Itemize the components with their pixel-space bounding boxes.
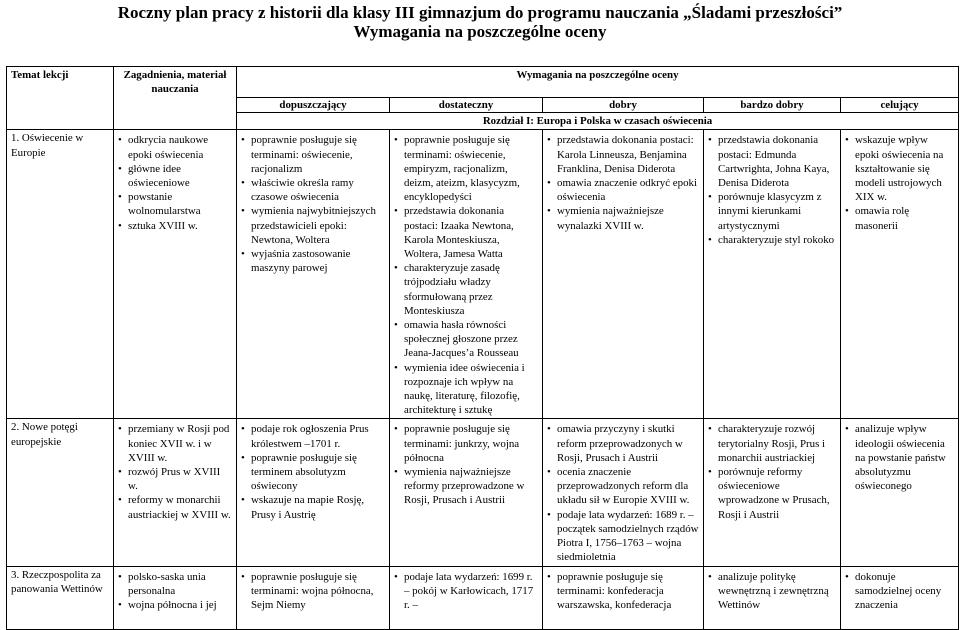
table-row xyxy=(7,419,959,566)
issues-cell xyxy=(114,566,237,629)
list-item: • poprawnie posługuje się terminem absolutyzm oświecony xyxy=(241,451,385,494)
requirement-list xyxy=(241,422,385,521)
table-row xyxy=(7,130,959,419)
list-item: • wskazuje na mapie Rosję, Prusy i Austrię xyxy=(241,493,385,521)
list-item: • wymienia najważniejsze wynalazki XVIII w. xyxy=(547,204,699,232)
list-item: • przemiany w Rosji pod koniec XVII w. i w XVIII w. xyxy=(118,422,232,465)
list-item: • odkrycia naukowe epoki oświecenia xyxy=(118,133,232,161)
requirement-cell-level-5 xyxy=(841,566,959,629)
header-topic: Temat lekcji xyxy=(7,67,114,130)
table-row xyxy=(7,566,959,629)
requirement-cell-level-1 xyxy=(237,566,390,629)
topic-cell: 2. Nowe potęgi europejskie xyxy=(7,419,114,566)
requirement-list xyxy=(547,422,699,564)
list-item: • wskazuje wpływ epoki oświecenia na kształtowanie się modeli ustrojowych XIX w. xyxy=(845,133,954,204)
requirement-cell-level-4 xyxy=(704,566,841,629)
requirement-cell-level-2 xyxy=(390,419,543,566)
list-item: • poprawnie posługuje się terminami: konfederacja warszawska, konfederacja xyxy=(547,570,699,613)
issues-list xyxy=(118,133,232,232)
requirement-list xyxy=(708,570,836,613)
requirement-list xyxy=(708,422,836,521)
level-3: dobry xyxy=(543,98,704,113)
list-item: • dokonuje samodzielnej oceny znaczenia xyxy=(845,570,954,613)
list-item: • charakteryzuje zasadę trójpodziału władzy sformułowaną przez Monteskiusza xyxy=(394,261,538,318)
topic-cell: 1. Oświecenie w Europie xyxy=(7,130,114,419)
requirement-list xyxy=(845,570,954,613)
list-item: • przedstawia dokonania postaci: Karola Linneusza, Benjamina Franklina, Denisa Diderota xyxy=(547,133,699,176)
list-item: • właściwie określa ramy czasowe oświecenia xyxy=(241,176,385,204)
requirement-cell-level-3 xyxy=(543,566,704,629)
issues-cell xyxy=(114,130,237,419)
list-item: • podaje lata wydarzeń: 1689 r. – początek samodzielnych rządów Piotra I, 1756–1763 – wojna siedmioletnia xyxy=(547,508,699,565)
list-item: • ocenia znaczenie przeprowadzonych reform dla układu sił w Europie XVIII w. xyxy=(547,465,699,508)
list-item: • wymienia najważniejsze reformy przeprowadzone w Rosji, Prusach i Austrii xyxy=(394,465,538,508)
list-item: • powstanie wolnomularstwa xyxy=(118,190,232,218)
requirement-cell-level-5 xyxy=(841,130,959,419)
level-5: celujący xyxy=(841,98,959,113)
list-item: • porównuje klasycyzm z innymi kierunkami artystycznymi xyxy=(708,190,836,233)
list-item: • podaje rok ogłoszenia Prus królestwem –1701 r. xyxy=(241,422,385,450)
table-body xyxy=(7,130,959,629)
level-1: dopuszczający xyxy=(237,98,390,113)
requirement-list xyxy=(394,133,538,417)
list-item: • analizuje politykę wewnętrzną i zewnętrzną Wettinów xyxy=(708,570,836,613)
page-title: Roczny plan pracy z historii dla klasy III gimnazjum do programu nauczania „Śladami przeszłości” xyxy=(117,3,843,22)
list-item: • omawia znaczenie odkryć epoki oświecenia xyxy=(547,176,699,204)
requirement-cell-level-3 xyxy=(543,419,704,566)
header-requirements: Wymagania na poszczególne oceny xyxy=(237,67,959,98)
page-subtitle: Wymagania na poszczególne oceny xyxy=(353,22,607,41)
header-row xyxy=(7,67,959,98)
list-item: • omawia przyczyny i skutki reform przeprowadzonych w Rosji, Prusach i Austrii xyxy=(547,422,699,465)
list-item: • wyjaśnia zastosowanie maszyny parowej xyxy=(241,247,385,275)
requirement-list xyxy=(394,422,538,507)
list-item: • poprawnie posługuje się terminami: oświecenie, racjonalizm xyxy=(241,133,385,176)
level-4: bardzo dobry xyxy=(704,98,841,113)
list-item: • wymienia najwybitniejszych przedstawicieli epoki: Newtona, Woltera xyxy=(241,204,385,247)
requirement-cell-level-3 xyxy=(543,130,704,419)
requirement-list xyxy=(845,133,954,232)
issues-list xyxy=(118,570,232,613)
requirement-list xyxy=(241,133,385,275)
requirement-list xyxy=(547,570,699,613)
requirements-table xyxy=(6,66,959,630)
requirement-cell-level-1 xyxy=(237,130,390,419)
list-item: • sztuka XVIII w. xyxy=(118,219,232,233)
list-item: • poprawnie posługuje się terminami: junkrzy, wojna północna xyxy=(394,422,538,465)
list-item: • podaje lata wydarzeń: 1699 r. – pokój w Karłowicach, 1717 r. – xyxy=(394,570,538,613)
requirement-list xyxy=(241,570,385,613)
requirement-cell-level-4 xyxy=(704,419,841,566)
requirement-cell-level-2 xyxy=(390,566,543,629)
requirement-cell-level-2 xyxy=(390,130,543,419)
topic-cell: 3. Rzeczpospolita za panowania Wettinów xyxy=(7,566,114,629)
list-item: • charakteryzuje styl rokoko xyxy=(708,233,836,247)
requirement-cell-level-4 xyxy=(704,130,841,419)
issues-list xyxy=(118,422,232,521)
requirement-cell-level-1 xyxy=(237,419,390,566)
list-item: • główne idee oświeceniowe xyxy=(118,162,232,190)
requirement-list xyxy=(708,133,836,247)
list-item: • analizuje wpływ ideologii oświecenia na powstanie państw absolutyzmu oświeconego xyxy=(845,422,954,493)
issues-cell xyxy=(114,419,237,566)
list-item: • wojna północna i jej xyxy=(118,598,232,612)
list-item: • rozwój Prus w XVIII w. xyxy=(118,465,232,493)
level-2: dostateczny xyxy=(390,98,543,113)
list-item: • poprawnie posługuje się terminami: wojna północna, Sejm Niemy xyxy=(241,570,385,613)
requirement-list xyxy=(394,570,538,613)
list-item: • wymienia idee oświecenia i rozpoznaje ich wpływ na naukę, literaturę, filozofię, architekturę i sztukę xyxy=(394,361,538,418)
requirement-list xyxy=(547,133,699,232)
list-item: • polsko-saska unia personalna xyxy=(118,570,232,598)
list-item: • reformy w monarchii austriackiej w XVIII w. xyxy=(118,493,232,521)
list-item: • porównuje reformy oświeceniowe wprowadzone w Prusach, Rosji i Austrii xyxy=(708,465,836,522)
list-item: • charakteryzuje rozwój terytorialny Rosji, Prus i monarchii austriackiej xyxy=(708,422,836,465)
list-item: • poprawnie posługuje się terminami: oświecenie, empiryzm, racjonalizm, deizm, ateizm, klasycyzm, encyklopedyści xyxy=(394,133,538,204)
list-item: • przedstawia dokonania postaci: Izaaka Newtona, Karola Monteskiusza, Woltera, Jamesa Watta xyxy=(394,204,538,261)
section-title: Rozdział I: Europa i Polska w czasach oświecenia xyxy=(237,113,959,130)
header-issues: Zagadnienia, materiał nauczania xyxy=(114,67,237,130)
list-item: • omawia rolę masonerii xyxy=(845,204,954,232)
list-item: • omawia hasła równości społecznej głoszone przez Jeana-Jacques’a Rousseau xyxy=(394,318,538,361)
list-item: • przedstawia dokonania postaci: Edmunda Cartwrighta, Johna Kaya, Denisa Diderota xyxy=(708,133,836,190)
requirement-list xyxy=(845,422,954,493)
requirement-cell-level-5 xyxy=(841,419,959,566)
